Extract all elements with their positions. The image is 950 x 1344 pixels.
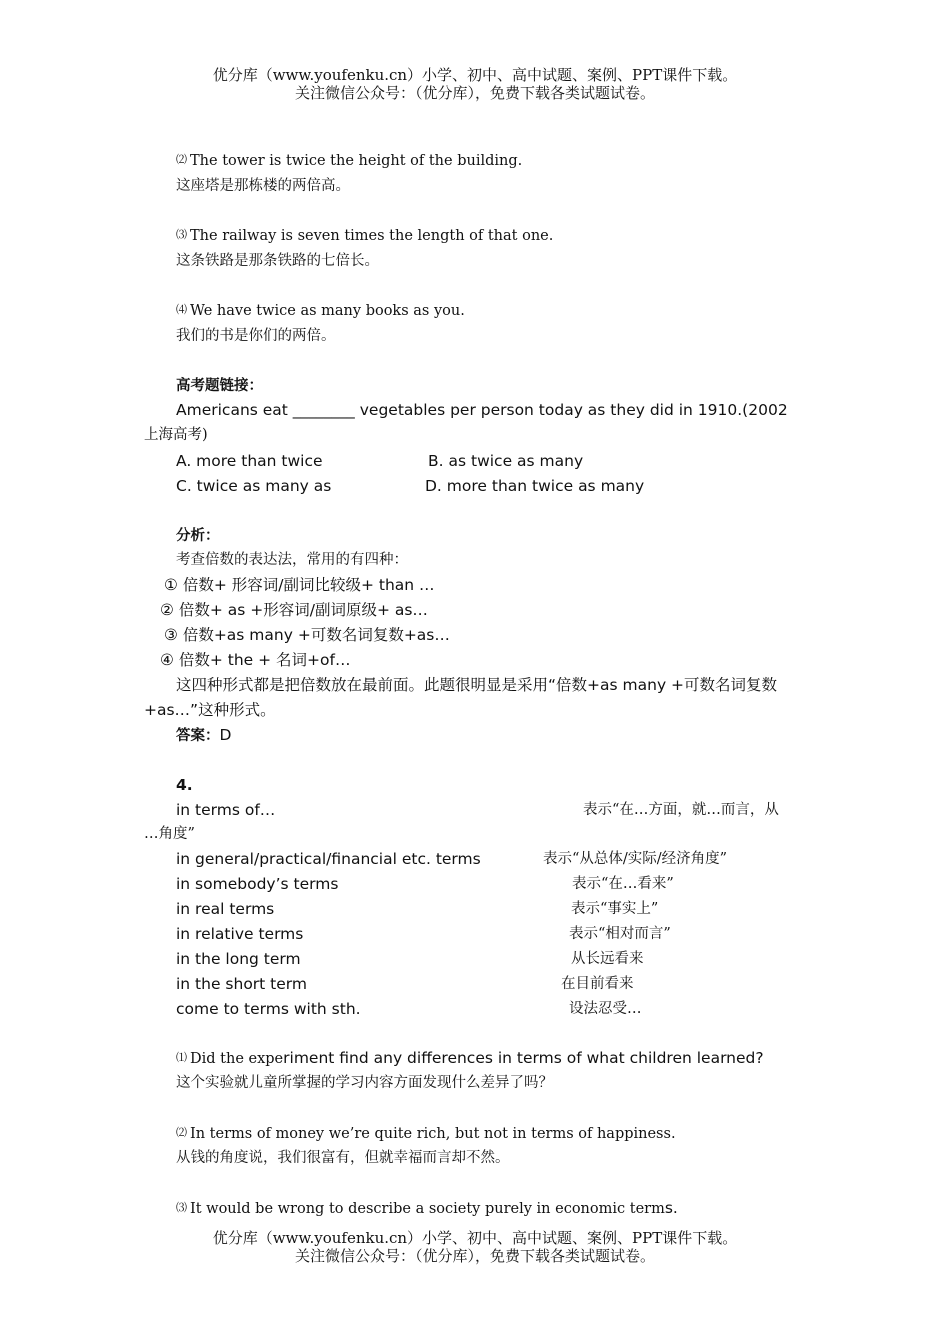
phrase-6: in the short term [176, 975, 307, 993]
footer-line-1: 优分库（www.youfenku.cn）小学、初中、高中试题、案例、PPT课件下载。 [212, 1229, 738, 1247]
phrase-7: come to terms with sth. [176, 1000, 361, 1018]
header-line-1: 优分库（www.youfenku.cn）小学、初中、高中试题、案例、PPT课件下载。 [212, 66, 738, 84]
phrase-1: in general/practical/financial etc. terms [176, 850, 481, 868]
analysis-form-2: ② 倍数+ as +形容词/副词原级+ as… [160, 601, 428, 619]
analysis-conclusion-cont: +as…”这种形式。 [144, 701, 276, 719]
s4-example-1: ⑴ Did the experiment find any differences in terms of what children learned? [176, 1049, 764, 1067]
s4-example-1-translation: 这个实验就儿童所掌握的学习内容方面发现什么差异了吗？ [176, 1075, 553, 1091]
phrase-4-meaning: 表示“相对而言” [569, 926, 671, 942]
phrase-2-meaning: 表示“在…看来” [572, 876, 674, 892]
exam-question: Americans eat ________ vegetables per person today as they did in 1910.(2002 [176, 401, 788, 419]
example-3: ⑶ The railway is seven times the length of that one. [176, 228, 554, 244]
phrase-4: in relative terms [176, 925, 304, 943]
header-line-2: 关注微信公众号：（优分库），免费下载各类试题试卷。 [294, 84, 655, 102]
phrase-in-terms-of-meaning: 表示“在…方面，就…而言，从 [583, 802, 779, 818]
analysis-form-3: ③ 倍数+as many +可数名词复数+as… [164, 626, 450, 644]
phrase-6-meaning: 在目前看来 [561, 976, 634, 992]
page-footer [0, 1229, 950, 1265]
phrase-2: in somebody’s terms [176, 875, 339, 893]
example-4-translation: 我们的书是你们的两倍。 [176, 328, 336, 344]
analysis-heading: 分析： [176, 527, 220, 544]
analysis-intro: 考查倍数的表达法，常用的有四种： [176, 552, 408, 568]
option-d: D. more than twice as many [425, 477, 645, 495]
analysis-conclusion: 这四种形式都是把倍数放在最前面。此题很明显是采用“倍数+as many +可数名词复数 [176, 676, 778, 694]
example-3-translation: 这条铁路是那条铁路的七倍长。 [176, 253, 379, 269]
footer-line-2: 关注微信公众号：（优分库），免费下载各类试题试卷。 [294, 1247, 655, 1265]
phrase-5-meaning: 从长远看来 [571, 951, 644, 967]
phrase-7-meaning: 设法忍受… [569, 1001, 642, 1017]
example-2-en: The tower is twice the height of the building. [190, 153, 523, 169]
example-4: ⑷ We have twice as many books as you. [176, 303, 465, 319]
option-a: A. more than twice [176, 452, 323, 470]
answer-label: 答案： [176, 727, 220, 744]
answer-value: D [219, 726, 232, 744]
example-2: ⑵ The tower is twice the height of the building. [176, 153, 523, 169]
option-c: C. twice as many as [176, 477, 332, 495]
phrase-1-meaning: 表示“从总体/实际/经济角度” [543, 851, 728, 867]
example-3-en: The railway is seven times the length of that one. [190, 228, 554, 244]
phrase-3: in real terms [176, 900, 275, 918]
s4-example-3: ⑶ It would be wrong to describe a society purely in economic terms. [176, 1199, 678, 1217]
option-b: B. as twice as many [428, 452, 584, 470]
analysis-form-4: ④ 倍数+ the + 名词+of… [160, 651, 351, 669]
exam-heading: 高考题链接： [176, 377, 263, 394]
phrase-3-meaning: 表示“事实上” [571, 901, 659, 917]
phrase-in-terms-of-meaning-cont: …角度” [144, 826, 195, 842]
phrase-5: in the long term [176, 950, 301, 968]
answer [176, 726, 231, 745]
analysis-form-1: ① 倍数+ 形容词/副词比较级+ than … [164, 576, 435, 594]
exam-question-source: 上海高考) [144, 427, 208, 443]
s4-example-2-translation: 从钱的角度说，我们很富有，但就幸福而言却不然。 [176, 1150, 510, 1166]
example-4-en: We have twice as many books as you. [190, 303, 465, 319]
phrase-in-terms-of: in terms of… [176, 801, 276, 819]
page-header [0, 66, 950, 102]
s4-example-2: ⑵ In terms of money we’re quite rich, but not in terms of happiness. [176, 1126, 676, 1142]
example-2-translation: 这座塔是那栋楼的两倍高。 [176, 178, 350, 194]
section-number: 4. [176, 776, 193, 794]
